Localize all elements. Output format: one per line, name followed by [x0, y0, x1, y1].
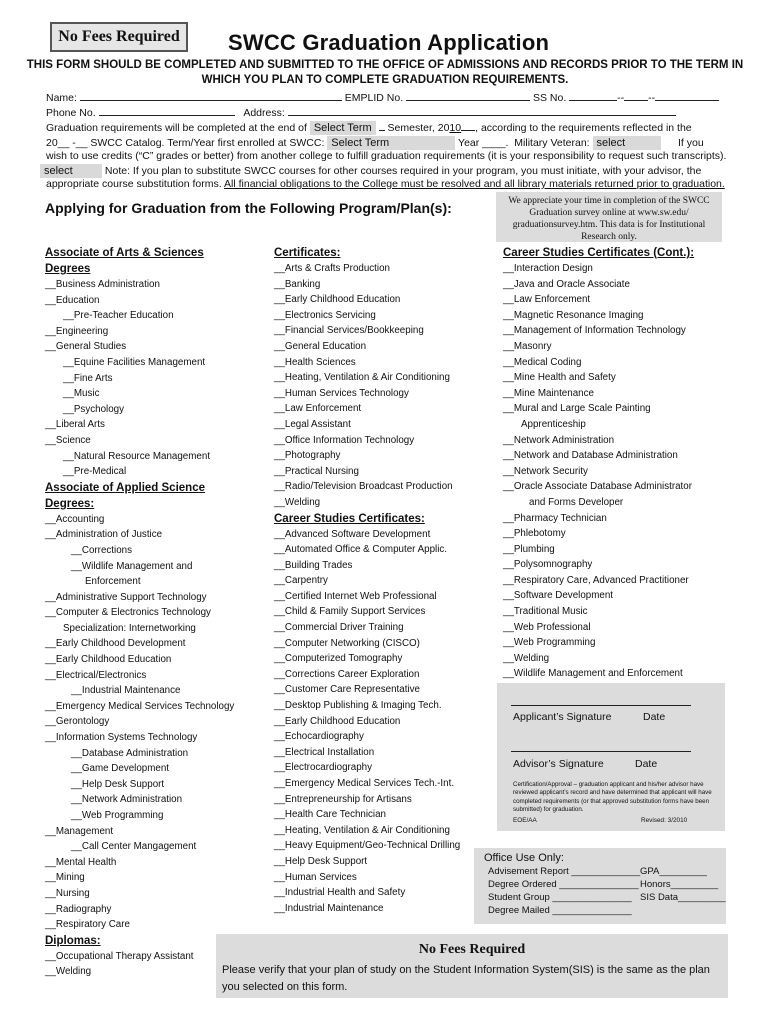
program-option[interactable]: __Management of Information Technology [503, 325, 686, 337]
program-option[interactable]: __Management [45, 825, 114, 837]
program-option[interactable]: __Customer Care Representative [274, 684, 420, 696]
program-option[interactable]: __Emergency Medical Services Technology [45, 700, 235, 712]
program-option[interactable]: __Education [45, 294, 100, 306]
program-option-continuation: and Forms Developer [529, 496, 624, 508]
program-option[interactable]: __Pre-Teacher Education [63, 310, 174, 322]
program-option[interactable]: __Pharmacy Technician [503, 512, 607, 524]
advisement-report-field: Advisement Report _____________ [488, 866, 641, 877]
sis-data-field: SIS Data_________ [640, 892, 726, 903]
section-heading: Career Studies Certificates: [274, 512, 425, 525]
program-option[interactable]: __Network Administration [503, 434, 615, 446]
program-option[interactable]: __Corrections [71, 544, 132, 556]
program-option[interactable]: __Pre-Medical [63, 466, 127, 478]
program-option[interactable]: __Traditional Music [503, 606, 588, 618]
program-option[interactable]: __Financial Services/Bookkeeping [274, 325, 424, 337]
first-enrolled-term-select[interactable]: Select Term [327, 136, 455, 150]
program-option[interactable]: __Electrical/Electronics [45, 669, 147, 681]
substitution-row [46, 178, 725, 190]
section-heading: Certificates: [274, 247, 341, 259]
program-option[interactable]: __Radiography [45, 903, 112, 915]
program-option[interactable]: __Human Services [274, 871, 357, 883]
program-option[interactable]: __Electronics Servicing [274, 309, 376, 321]
requirements-text-2: , according to the requirements reflected in the [475, 122, 692, 134]
program-option[interactable]: __Database Administration [71, 747, 189, 759]
program-option-continuation: Enforcement [85, 576, 141, 588]
program-option[interactable]: __Human Services Technology [274, 387, 409, 399]
program-option[interactable]: __Call Center Mangagement [71, 841, 197, 853]
veteran-label: Military Veteran: [514, 136, 590, 149]
program-option[interactable]: __Help Desk Support [274, 855, 368, 867]
program-option[interactable]: __Nursing [45, 887, 90, 899]
program-option[interactable]: __Welding [274, 496, 321, 508]
program-option[interactable]: __Polysomnography [503, 559, 593, 571]
emplid-label: EMPLID No. [344, 92, 404, 104]
section-heading: Degrees [45, 263, 91, 275]
section-heading: Diplomas: [45, 934, 101, 947]
program-option[interactable]: __Radio/Television Broadcast Production [274, 481, 453, 493]
program-option[interactable]: __Psychology [63, 403, 124, 415]
revised-label: Revised: 3/2010 [641, 817, 688, 824]
name-label: Name: [46, 92, 77, 104]
program-option[interactable]: __Software Development [503, 590, 614, 602]
program-option[interactable]: __Interaction Design [503, 263, 593, 274]
program-option-continuation: Apprenticeship [521, 418, 586, 430]
honors-field: Honors_________ [640, 879, 719, 890]
phone-row [46, 106, 676, 119]
program-option[interactable]: __Practical Nursing [274, 465, 359, 477]
phone-label: Phone No. [46, 107, 96, 119]
program-option[interactable]: __Network Administration [71, 794, 183, 806]
name-field[interactable] [80, 91, 342, 101]
program-option[interactable]: __Mental Health [45, 856, 117, 868]
program-option[interactable]: __Wildlife Management and Enforcement [503, 668, 683, 680]
gpa-field: GPA_________ [640, 866, 707, 877]
note-text: Note: If you plan to substitute SWCC courses for other courses required in your program, you must initiate, with your advisor, the [104, 164, 702, 177]
degree-ordered-field: Degree Ordered _______________ [488, 879, 639, 890]
program-option[interactable]: __Fine Arts [63, 372, 113, 384]
semester-text: Semester, 20 [387, 122, 450, 134]
program-option[interactable]: __Entrepreneurship for Artisans [274, 793, 412, 805]
section-heading: Associate of Arts & Sciences [45, 247, 204, 259]
ssn-label: SS No. [532, 92, 567, 104]
program-option[interactable]: __Early Childhood Education [274, 294, 401, 306]
program-option[interactable]: __Respiratory Care [45, 919, 130, 931]
program-option[interactable]: __Administration of Justice [45, 529, 163, 541]
financial-obligation-text: All financial obligations to the College must be resolved and all library materials returned prior to graduation. [224, 178, 725, 190]
program-option[interactable]: __Oracle Associate Database Administrator [503, 481, 692, 493]
substitution-text: appropriate course substitution forms. [46, 178, 222, 190]
address-label: Address: [243, 107, 285, 119]
program-option[interactable]: __Industrial Health and Safety [274, 887, 406, 899]
program-option[interactable]: __Law Enforcement [503, 294, 591, 306]
survey-note: We appreciate your time in completion of the SWCC Graduation survey online at www.sw.edu/ graduationsurvey.htm. This data is for Institutional Research only. [496, 192, 722, 242]
program-option[interactable]: __Computerized Tomography [274, 653, 403, 665]
program-column-1 [45, 245, 234, 980]
program-option[interactable]: __Industrial Maintenance [71, 685, 181, 697]
program-option[interactable]: __Electrocardiography [274, 762, 373, 774]
advisor-signature-line[interactable] [511, 751, 691, 752]
program-option[interactable]: __Phlebotomy [503, 528, 566, 540]
completion-year-field[interactable]: 10 [449, 122, 462, 134]
program-option[interactable]: __Science [45, 434, 91, 446]
subtitle-line-2: WHICH YOU PLAN TO COMPLETE GRADUATION REQUIREMENTS. [201, 74, 569, 86]
ssn-field-1[interactable] [569, 91, 617, 101]
program-option[interactable]: __Web Programming [71, 810, 164, 821]
program-option[interactable]: __Web Programming [503, 637, 596, 649]
footer-no-fees: No Fees Required [418, 942, 526, 957]
program-option[interactable]: __Automated Office & Computer Applic. [274, 544, 447, 556]
program-option[interactable]: __Plumbing [503, 543, 555, 555]
program-option[interactable]: __Business Administration [45, 279, 160, 290]
program-option[interactable]: __Mine Maintenance [503, 387, 594, 399]
programs-heading: Applying for Graduation from the Following Program/Plan(s): [45, 200, 452, 216]
program-option[interactable]: __Carpentry [274, 575, 328, 587]
year-label: Year ____. [458, 136, 509, 149]
program-option[interactable]: __Health Sciences [274, 356, 356, 368]
program-option[interactable]: __Music [63, 388, 100, 400]
program-option[interactable]: __Welding [503, 652, 550, 664]
program-option[interactable]: __Arts & Crafts Production [274, 263, 390, 274]
program-option[interactable]: __Respiratory Care, Advanced Practitioner [503, 574, 689, 586]
program-option[interactable]: __Masonry [503, 340, 552, 352]
address-field[interactable] [288, 106, 676, 116]
veteran-select[interactable]: select [593, 136, 661, 150]
program-option[interactable]: __Echocardiography [274, 731, 364, 743]
program-option[interactable]: __Help Desk Support [71, 778, 165, 790]
section-heading: Degrees: [45, 497, 95, 510]
program-option[interactable]: __Magnetic Resonance Imaging [503, 309, 644, 321]
program-option[interactable]: __Law Enforcement [274, 403, 362, 415]
program-option[interactable]: __Accounting [45, 513, 105, 525]
credits-select[interactable]: select [40, 164, 102, 178]
if-you-text: If you [678, 136, 704, 149]
office-use-title: Office Use Only: [484, 852, 564, 864]
phone-field[interactable] [99, 106, 235, 116]
program-option[interactable]: __Liberal Arts [45, 419, 105, 431]
credits-text: wish to use credits (“C” grades or better) from another college to fulfill graduation requirements (it is your responsibility to request such transcripts). [46, 150, 727, 162]
program-option[interactable]: __Mining [45, 872, 85, 884]
catalog-text: 20__ -__ SWCC Catalog. Term/Year first enrolled at SWCC: [46, 136, 325, 149]
program-option[interactable]: __Java and Oracle Associate [503, 278, 630, 290]
program-option[interactable]: __Banking [274, 278, 321, 290]
program-option[interactable]: __Network Security [503, 465, 588, 477]
completion-term-select[interactable]: Select Term [310, 121, 376, 135]
program-option[interactable]: __Child & Family Support Services [274, 606, 426, 618]
applicant-date-label: Date [643, 711, 666, 723]
program-option[interactable]: __Building Trades [274, 559, 353, 571]
program-option[interactable]: __Computer & Electronics Technology [45, 607, 211, 619]
program-option[interactable]: __Wildlife Management and [71, 560, 193, 572]
requirements-row [46, 121, 692, 135]
program-option[interactable]: __Heating, Ventilation & Air Conditioning [274, 372, 450, 384]
program-option[interactable]: __Industrial Maintenance [274, 902, 384, 914]
program-option[interactable]: __Gerontology [45, 716, 110, 728]
program-option[interactable]: __Information Systems Technology [45, 732, 198, 744]
office-use-box [474, 848, 726, 924]
program-option[interactable]: __Photography [274, 450, 341, 462]
program-option[interactable]: __Welding [45, 966, 92, 978]
section-heading: Career Studies Certificates (Cont.): [503, 247, 695, 259]
program-option[interactable]: __General Education [274, 340, 367, 352]
student-group-field: Student Group _______________ [488, 892, 632, 903]
program-option[interactable]: __Equine Facilities Management [63, 356, 206, 368]
signature-box [497, 683, 725, 831]
ssn-dash-1: -- [617, 92, 625, 104]
program-option[interactable]: __Early Childhood Education [45, 654, 172, 666]
requirements-text: Graduation requirements will be completed at the end of [46, 122, 307, 134]
footer-verify-text: Please verify that your plan of study on the Student Information System(SIS) is the same as the plan you selected on this form. [222, 964, 710, 993]
program-option[interactable]: __Health Care Technician [274, 809, 387, 821]
program-option-continuation: Specialization: Internetworking [63, 622, 196, 634]
ssn-field-3[interactable] [655, 91, 719, 101]
program-column-2 [274, 245, 460, 916]
program-option[interactable]: __Natural Resource Management [63, 450, 211, 462]
program-option[interactable]: __Game Development [71, 763, 170, 775]
program-option[interactable]: __Desktop Publishing & Imaging Tech. [274, 700, 442, 712]
program-option[interactable]: __Advanced Software Development [274, 528, 431, 540]
form-title: SWCC Graduation Application [228, 30, 550, 55]
ssn-field-2[interactable] [624, 91, 648, 101]
emplid-field[interactable] [406, 91, 530, 101]
program-option[interactable]: __Heavy Equipment/Geo-Technical Drilling [274, 840, 461, 852]
program-option[interactable]: __Office Information Technology [274, 434, 415, 446]
ssn-dash-2: -- [648, 92, 656, 104]
program-option[interactable]: __Mural and Large Scale Painting [503, 403, 651, 415]
section-heading: Associate of Applied Science [45, 481, 205, 494]
eoe-label: EOE/AA [513, 817, 537, 824]
program-option[interactable]: __Heating, Ventilation & Air Conditioning [274, 824, 450, 836]
advisor-date-label: Date [635, 758, 658, 770]
program-option[interactable]: __Legal Assistant [274, 418, 351, 430]
no-fees-badge: No Fees Required [50, 22, 188, 52]
program-option[interactable]: __Certified Internet Web Professional [274, 590, 437, 602]
applicant-signature-line[interactable] [511, 705, 691, 706]
program-option[interactable]: __Commercial Driver Training [274, 622, 404, 634]
certification-text: Certification/Approval – graduation applicant and his/her advisor have reviewed applicant’s record and have determined that applicant will have completed requirements (or that approved substitution forms have been submitted) for graduation. [513, 781, 712, 814]
program-option[interactable]: __Early Childhood Development [45, 638, 186, 650]
program-option[interactable]: __Emergency Medical Services Tech.-Int. [274, 778, 455, 789]
term-underline [379, 121, 385, 131]
program-option[interactable]: __Mine Health and Safety [503, 372, 616, 384]
year-underline [461, 121, 475, 131]
advisor-signature-label: Advisor’s Signature [513, 758, 604, 770]
program-option[interactable]: __Corrections Career Exploration [274, 668, 420, 680]
program-option[interactable]: __Web Professional [503, 621, 591, 633]
footer-box [216, 934, 728, 998]
note-row [40, 164, 701, 178]
applicant-signature-label: Applicant’s Signature [513, 711, 612, 723]
catalog-row [46, 136, 704, 150]
program-option[interactable]: __Network and Database Administration [503, 450, 678, 462]
subtitle-line-1: THIS FORM SHOULD BE COMPLETED AND SUBMITTED TO THE OFFICE OF ADMISSIONS AND RECORDS PRIOR TO THE TERM IN [26, 59, 744, 71]
program-column-3 [503, 245, 694, 682]
program-option[interactable]: __Medical Coding [503, 356, 582, 368]
program-option[interactable]: __General Studies [45, 341, 127, 353]
program-option[interactable]: __Electrical Installation [274, 746, 375, 758]
program-option[interactable]: __Early Childhood Education [274, 715, 401, 727]
program-option[interactable]: __Computer Networking (CISCO) [274, 637, 420, 649]
program-option[interactable]: __Administrative Support Technology [45, 591, 207, 603]
program-option[interactable]: __Occupational Therapy Assistant [45, 950, 194, 962]
program-option[interactable]: __Engineering [45, 325, 109, 337]
degree-mailed-field: Degree Mailed _______________ [488, 905, 632, 916]
name-row [46, 91, 719, 104]
